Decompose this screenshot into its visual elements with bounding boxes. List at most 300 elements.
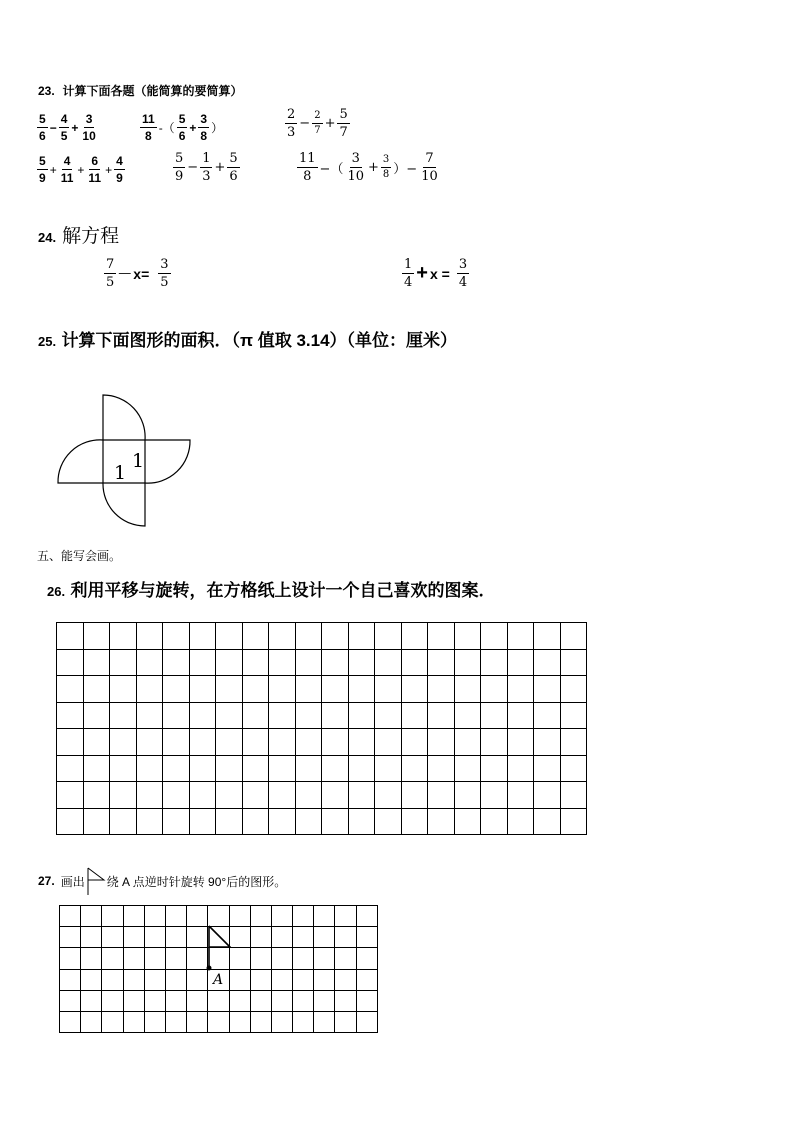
operator: + — [416, 262, 428, 284]
grid-cell[interactable] — [295, 782, 322, 809]
grid-cell[interactable] — [250, 927, 271, 948]
grid-cell[interactable] — [271, 990, 292, 1011]
fraction-denominator: 8 — [145, 129, 152, 143]
grid-cell[interactable] — [57, 623, 84, 650]
grid-cell[interactable] — [83, 623, 110, 650]
grid-cell[interactable] — [165, 969, 186, 990]
grid-cell[interactable] — [242, 649, 269, 676]
grid-cell[interactable] — [269, 623, 296, 650]
grid-cell[interactable] — [560, 676, 587, 703]
grid-cell[interactable] — [428, 782, 455, 809]
grid-cell[interactable] — [163, 808, 190, 835]
grid-cell[interactable] — [454, 649, 481, 676]
grid-cell[interactable] — [293, 969, 314, 990]
grid-cell[interactable] — [295, 729, 322, 756]
grid-cell[interactable] — [314, 1011, 335, 1032]
grid-cell[interactable] — [271, 927, 292, 948]
grid-cell[interactable] — [295, 649, 322, 676]
grid-cell[interactable] — [189, 676, 216, 703]
grid-cell[interactable] — [102, 906, 123, 927]
grid-cell[interactable] — [335, 1011, 356, 1032]
grid-cell[interactable] — [110, 808, 137, 835]
grid-cell[interactable] — [454, 702, 481, 729]
q24-title: 解方程 — [62, 225, 120, 247]
operator: + — [105, 162, 113, 177]
grid-cell[interactable] — [165, 906, 186, 927]
grid-cell[interactable] — [401, 702, 428, 729]
grid-cell[interactable] — [356, 948, 377, 969]
operator: + — [214, 160, 226, 175]
section-5-title: 五、能写会画。 — [37, 549, 122, 563]
grid-cell[interactable] — [57, 808, 84, 835]
grid-cell[interactable] — [144, 906, 165, 927]
fraction-denominator: 10 — [347, 169, 364, 184]
grid-cell[interactable] — [187, 990, 208, 1011]
grid-cell[interactable] — [189, 702, 216, 729]
grid-cell[interactable] — [348, 676, 375, 703]
grid-cell[interactable] — [507, 782, 534, 809]
fraction-numerator: 5 — [339, 107, 348, 122]
grid-cell[interactable] — [269, 782, 296, 809]
grid-cell[interactable] — [335, 948, 356, 969]
grid-cell[interactable] — [295, 702, 322, 729]
grid-cell[interactable] — [163, 755, 190, 782]
grid-cell[interactable] — [428, 808, 455, 835]
grid-cell[interactable] — [481, 729, 508, 756]
grid-cell[interactable] — [322, 702, 349, 729]
q25-title: 计算下面图形的面积．（π 值取 3.14）（单位：厘米） — [61, 331, 458, 350]
grid-cell[interactable] — [322, 623, 349, 650]
grid-row — [57, 755, 587, 782]
grid-cell[interactable] — [356, 906, 377, 927]
grid-cell[interactable] — [216, 808, 243, 835]
right-quarter-arc — [145, 440, 190, 483]
grid-cell[interactable] — [242, 676, 269, 703]
grid-cell[interactable] — [295, 676, 322, 703]
grid-cell[interactable] — [144, 1011, 165, 1032]
grid-cell[interactable] — [165, 948, 186, 969]
grid-cell[interactable] — [481, 808, 508, 835]
grid-cell[interactable] — [348, 782, 375, 809]
grid-cell[interactable] — [335, 906, 356, 927]
grid-cell[interactable] — [375, 676, 402, 703]
operator: + — [368, 160, 379, 175]
grid-cell[interactable] — [560, 755, 587, 782]
grid-cell[interactable] — [102, 990, 123, 1011]
q24-equation-1 — [103, 258, 172, 289]
grid-cell[interactable] — [110, 729, 137, 756]
grid-cell[interactable] — [454, 676, 481, 703]
grid-cell[interactable] — [102, 969, 123, 990]
grid-cell[interactable] — [560, 702, 587, 729]
grid-cell[interactable] — [83, 755, 110, 782]
grid-cell[interactable] — [293, 1011, 314, 1032]
variable: x = — [429, 265, 450, 282]
grid-cell[interactable] — [242, 702, 269, 729]
grid-cell[interactable] — [242, 755, 269, 782]
grid-cell[interactable] — [81, 969, 102, 990]
grid-cell[interactable] — [314, 948, 335, 969]
flag-shape-icon — [86, 866, 106, 896]
grid-cell[interactable] — [560, 782, 587, 809]
grid-cell[interactable] — [348, 755, 375, 782]
grid-cell[interactable] — [335, 927, 356, 948]
grid-cell[interactable] — [401, 782, 428, 809]
grid-cell[interactable] — [507, 623, 534, 650]
grid-cell[interactable] — [335, 969, 356, 990]
grid-cell[interactable] — [534, 808, 561, 835]
grid-cell[interactable] — [136, 782, 163, 809]
grid-cell[interactable] — [269, 808, 296, 835]
variable: x= — [133, 265, 150, 282]
grid-cell[interactable] — [271, 948, 292, 969]
grid-cell[interactable] — [83, 649, 110, 676]
grid-cell[interactable] — [81, 1011, 102, 1032]
grid-cell[interactable] — [454, 782, 481, 809]
grid-cell[interactable] — [375, 755, 402, 782]
grid-cell[interactable] — [560, 729, 587, 756]
grid-cell[interactable] — [123, 990, 144, 1011]
q26-title: 利用平移与旋转，在方格纸上设计一个自己喜欢的图案． — [70, 581, 496, 600]
grid-cell[interactable] — [60, 990, 81, 1011]
grid-cell[interactable] — [229, 1011, 250, 1032]
grid-cell[interactable] — [534, 755, 561, 782]
fraction-numerator: 3 — [381, 155, 391, 168]
grid-cell[interactable] — [428, 729, 455, 756]
q24-number: 24. — [38, 230, 57, 245]
grid-cell[interactable] — [187, 1011, 208, 1032]
grid-cell[interactable] — [60, 906, 81, 927]
grid-cell[interactable] — [293, 948, 314, 969]
grid-cell[interactable] — [375, 623, 402, 650]
fraction-denominator: 8 — [303, 169, 312, 184]
grid-cell[interactable] — [57, 649, 84, 676]
grid-cell[interactable] — [375, 729, 402, 756]
grid-cell[interactable] — [322, 755, 349, 782]
grid-cell[interactable] — [216, 623, 243, 650]
fraction-numerator: 5 — [175, 151, 184, 166]
grid-cell[interactable] — [165, 990, 186, 1011]
grid-cell[interactable] — [216, 729, 243, 756]
grid-cell[interactable] — [314, 927, 335, 948]
grid-cell[interactable] — [83, 782, 110, 809]
fraction-denominator: 5 — [60, 129, 68, 143]
grid-row — [57, 649, 587, 676]
q23-expr-6 — [296, 152, 441, 183]
grid-cell[interactable] — [375, 808, 402, 835]
grid-cell[interactable] — [57, 702, 84, 729]
grid-cell[interactable] — [165, 927, 186, 948]
grid-cell[interactable] — [110, 755, 137, 782]
grid-cell[interactable] — [454, 755, 481, 782]
grid-cell[interactable] — [560, 808, 587, 835]
grid-cell[interactable] — [271, 906, 292, 927]
grid-cell[interactable] — [216, 702, 243, 729]
grid-cell[interactable] — [110, 676, 137, 703]
fraction-numerator: 3 — [351, 151, 360, 166]
grid-cell[interactable] — [507, 808, 534, 835]
operator: + — [77, 162, 85, 177]
grid-cell[interactable] — [136, 623, 163, 650]
grid-cell[interactable] — [348, 649, 375, 676]
pinwheel-figure — [50, 390, 200, 530]
grid-cell[interactable] — [144, 990, 165, 1011]
grid-cell[interactable] — [507, 676, 534, 703]
label-side-a: 1 — [114, 462, 127, 484]
grid-cell[interactable] — [83, 702, 110, 729]
grid-cell[interactable] — [229, 990, 250, 1011]
grid-cell[interactable] — [401, 676, 428, 703]
grid-cell[interactable] — [375, 702, 402, 729]
fraction-denominator: 3 — [202, 169, 211, 184]
grid-cell[interactable] — [81, 990, 102, 1011]
grid-cell[interactable] — [269, 729, 296, 756]
grid-cell[interactable] — [560, 649, 587, 676]
grid-cell[interactable] — [60, 927, 81, 948]
q23-expr-2 — [139, 113, 224, 142]
grid-cell[interactable] — [534, 649, 561, 676]
grid-cell[interactable] — [322, 649, 349, 676]
grid-cell[interactable] — [216, 782, 243, 809]
grid-cell[interactable] — [57, 729, 84, 756]
grid-cell[interactable] — [136, 755, 163, 782]
grid-cell[interactable] — [348, 623, 375, 650]
q23-expr-1 — [36, 113, 99, 142]
grid-cell[interactable] — [534, 623, 561, 650]
grid-cell[interactable] — [189, 808, 216, 835]
q26-grid-paper[interactable] — [56, 622, 587, 835]
grid-cell[interactable] — [534, 729, 561, 756]
grid-cell[interactable] — [242, 782, 269, 809]
grid-cell[interactable] — [269, 676, 296, 703]
grid-cell[interactable] — [428, 676, 455, 703]
grid-cell[interactable] — [454, 729, 481, 756]
grid-cell[interactable] — [102, 948, 123, 969]
fraction-numerator: 7 — [106, 257, 115, 272]
grid-cell[interactable] — [123, 969, 144, 990]
grid-cell[interactable] — [60, 948, 81, 969]
grid-cell[interactable] — [189, 623, 216, 650]
grid-cell[interactable] — [314, 906, 335, 927]
grid-cell[interactable] — [348, 702, 375, 729]
operator: ） — [211, 121, 224, 135]
grid-cell[interactable] — [163, 649, 190, 676]
grid-cell[interactable] — [123, 927, 144, 948]
grid-cell[interactable] — [375, 782, 402, 809]
grid-cell[interactable] — [375, 649, 402, 676]
fraction-denominator: 3 — [287, 125, 296, 140]
grid-cell[interactable] — [110, 623, 137, 650]
grid-cell[interactable] — [163, 676, 190, 703]
label-side-b: 1 — [132, 450, 145, 472]
grid-cell[interactable] — [534, 676, 561, 703]
grid-cell[interactable] — [144, 969, 165, 990]
grid-cell[interactable] — [356, 969, 377, 990]
bottom-quarter-arc — [103, 483, 145, 526]
grid-cell[interactable] — [242, 808, 269, 835]
grid-cell[interactable] — [401, 808, 428, 835]
grid-cell[interactable] — [250, 969, 271, 990]
fraction-denominator: 11 — [60, 171, 74, 185]
grid-cell[interactable] — [136, 729, 163, 756]
grid-cell[interactable] — [189, 782, 216, 809]
grid-cell[interactable] — [507, 729, 534, 756]
fraction-denominator: 7 — [339, 125, 348, 140]
grid-cell[interactable] — [144, 927, 165, 948]
grid-cell[interactable] — [507, 649, 534, 676]
grid-cell[interactable] — [102, 1011, 123, 1032]
grid-cell[interactable] — [293, 927, 314, 948]
grid-cell[interactable] — [428, 649, 455, 676]
grid-row — [57, 782, 587, 809]
grid-cell[interactable] — [481, 702, 508, 729]
grid-cell[interactable] — [110, 702, 137, 729]
grid-cell[interactable] — [481, 755, 508, 782]
grid-row — [57, 729, 587, 756]
grid-cell[interactable] — [428, 702, 455, 729]
grid-cell[interactable] — [269, 755, 296, 782]
grid-cell[interactable] — [322, 808, 349, 835]
fraction-numerator: 1 — [404, 257, 413, 272]
grid-row — [60, 1011, 378, 1032]
fraction-denominator: 9 — [116, 171, 123, 185]
operator: − — [299, 116, 311, 131]
grid-cell[interactable] — [123, 906, 144, 927]
grid-cell[interactable] — [216, 649, 243, 676]
grid-cell[interactable] — [356, 927, 377, 948]
grid-cell[interactable] — [322, 729, 349, 756]
grid-cell[interactable] — [81, 948, 102, 969]
grid-cell[interactable] — [560, 623, 587, 650]
grid-cell[interactable] — [314, 969, 335, 990]
grid-cell[interactable] — [507, 755, 534, 782]
grid-cell[interactable] — [454, 808, 481, 835]
operator: − — [49, 120, 57, 135]
grid-cell[interactable] — [60, 969, 81, 990]
grid-cell[interactable] — [123, 948, 144, 969]
grid-cell[interactable] — [295, 623, 322, 650]
q25-heading — [38, 326, 457, 351]
grid-cell[interactable] — [293, 990, 314, 1011]
grid-cell[interactable] — [242, 729, 269, 756]
grid-cell[interactable] — [83, 729, 110, 756]
grid-cell[interactable] — [242, 623, 269, 650]
grid-cell[interactable] — [57, 782, 84, 809]
grid-cell[interactable] — [481, 676, 508, 703]
grid-cell[interactable] — [534, 702, 561, 729]
grid-cell[interactable] — [534, 782, 561, 809]
grid-cell[interactable] — [165, 1011, 186, 1032]
grid-cell[interactable] — [189, 729, 216, 756]
grid-cell[interactable] — [250, 1011, 271, 1032]
grid-cell[interactable] — [136, 649, 163, 676]
fraction-denominator: 8 — [382, 169, 390, 180]
grid-cell[interactable] — [481, 782, 508, 809]
fraction-numerator: 3 — [200, 112, 208, 126]
grid-cell[interactable] — [335, 990, 356, 1011]
grid-cell[interactable] — [271, 969, 292, 990]
point-a-dot — [207, 966, 212, 971]
point-a-label: A — [213, 972, 224, 988]
grid-cell[interactable] — [163, 729, 190, 756]
grid-cell[interactable] — [123, 1011, 144, 1032]
top-quarter-arc — [103, 395, 145, 440]
grid-cell[interactable] — [208, 990, 229, 1011]
grid-cell[interactable] — [102, 927, 123, 948]
grid-cell[interactable] — [136, 702, 163, 729]
fraction-denominator: 6 — [178, 129, 186, 143]
operator: + — [189, 120, 197, 135]
grid-cell[interactable] — [293, 906, 314, 927]
grid-cell[interactable] — [60, 1011, 81, 1032]
grid-cell[interactable] — [144, 948, 165, 969]
grid-cell[interactable] — [57, 676, 84, 703]
grid-cell[interactable] — [356, 990, 377, 1011]
grid-cell[interactable] — [250, 948, 271, 969]
grid-cell[interactable] — [428, 755, 455, 782]
grid-cell[interactable] — [163, 782, 190, 809]
grid-cell[interactable] — [454, 623, 481, 650]
grid-cell[interactable] — [295, 755, 322, 782]
grid-cell[interactable] — [57, 755, 84, 782]
grid-cell[interactable] — [401, 623, 428, 650]
grid-cell[interactable] — [110, 782, 137, 809]
grid-cell[interactable] — [189, 755, 216, 782]
grid-cell[interactable] — [428, 623, 455, 650]
grid-cell[interactable] — [348, 808, 375, 835]
grid-cell[interactable] — [136, 808, 163, 835]
grid-cell[interactable] — [110, 649, 137, 676]
grid-cell[interactable] — [81, 927, 102, 948]
grid-cell[interactable] — [481, 623, 508, 650]
grid-cell[interactable] — [322, 676, 349, 703]
grid-cell[interactable] — [269, 649, 296, 676]
grid-cell[interactable] — [401, 729, 428, 756]
grid-cell[interactable] — [136, 676, 163, 703]
grid-cell[interactable] — [314, 990, 335, 1011]
grid-cell[interactable] — [250, 906, 271, 927]
q27-number: 27. — [38, 874, 55, 888]
grid-cell[interactable] — [401, 755, 428, 782]
grid-cell[interactable] — [216, 755, 243, 782]
fraction-numerator: 3 — [160, 257, 169, 272]
grid-cell[interactable] — [83, 676, 110, 703]
grid-cell[interactable] — [356, 1011, 377, 1032]
q24-heading — [38, 221, 119, 248]
fraction-numerator: 5 — [39, 154, 46, 168]
grid-cell[interactable] — [401, 649, 428, 676]
operator: + — [71, 120, 79, 135]
grid-cell[interactable] — [271, 1011, 292, 1032]
fraction-denominator: 6 — [229, 169, 238, 184]
grid-cell[interactable] — [322, 782, 349, 809]
grid-cell[interactable] — [250, 990, 271, 1011]
grid-cell[interactable] — [81, 906, 102, 927]
grid-cell[interactable] — [189, 649, 216, 676]
fraction-numerator: 2 — [287, 107, 296, 122]
grid-cell[interactable] — [295, 808, 322, 835]
grid-cell[interactable] — [163, 623, 190, 650]
grid-cell[interactable] — [348, 729, 375, 756]
grid-cell[interactable] — [507, 702, 534, 729]
grid-cell[interactable] — [163, 702, 190, 729]
grid-cell[interactable] — [208, 1011, 229, 1032]
grid-cell[interactable] — [83, 808, 110, 835]
grid-cell[interactable] — [481, 649, 508, 676]
grid-cell[interactable] — [216, 676, 243, 703]
grid-cell[interactable] — [269, 702, 296, 729]
fraction-denominator: 11 — [88, 171, 102, 185]
